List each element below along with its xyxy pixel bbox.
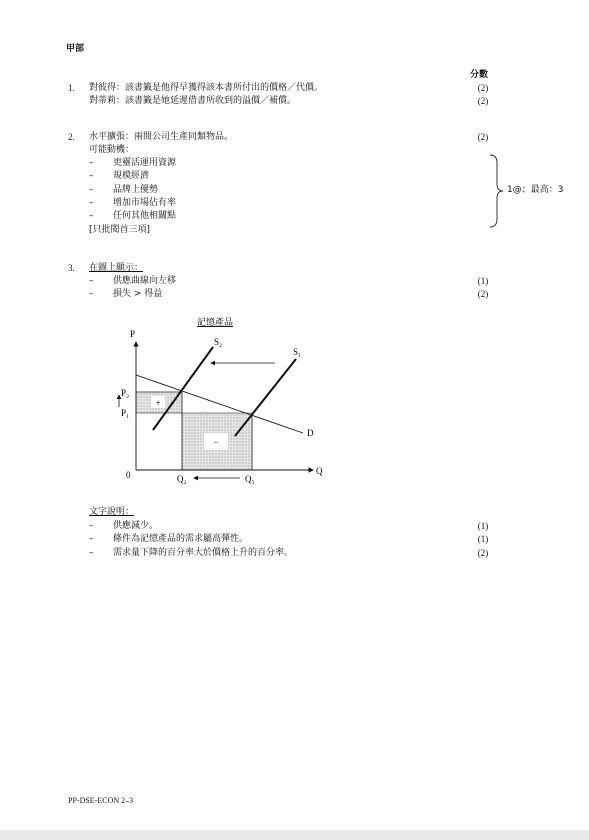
diagram-title: 記憶產品	[196, 318, 234, 328]
q3-item: 供應曲線向左移	[113, 276, 177, 286]
motive-dash: –	[89, 171, 94, 181]
q2-brace-mark: 1@；最高：3	[507, 185, 564, 195]
q3-number: 3.	[68, 263, 75, 273]
supply-s1-label: S₁	[293, 347, 302, 357]
q3-dash: –	[89, 276, 94, 286]
motive-dash: –	[89, 185, 94, 195]
explain-mark: (2)	[477, 548, 489, 558]
viewer-bottom-strip	[0, 830, 589, 840]
explain-dash: –	[89, 521, 94, 531]
demand-label: D	[307, 428, 314, 438]
page-footer: PP-DSE-ECON 2–3	[68, 796, 134, 805]
q2-label: Q₂	[177, 474, 187, 484]
x-axis-label: Q	[316, 466, 323, 476]
q1-number: 1.	[68, 83, 75, 93]
motive-dash: –	[89, 198, 94, 208]
motive-item: 規模經濟	[113, 171, 150, 181]
explain-heading: 文字說明：	[89, 507, 135, 517]
motive-item: 品牌上優勢	[113, 185, 159, 195]
gain-label: +	[155, 398, 161, 408]
p2-label: P₂	[121, 388, 130, 398]
q1-mark-1: (2)	[477, 83, 489, 93]
motive-item: 增加市場佔有率	[113, 198, 177, 208]
motive-item: 任何其他相關點	[113, 211, 177, 221]
q2-mark-1: (2)	[477, 132, 489, 142]
y-axis-label: P	[130, 329, 136, 339]
q3-heading: 在圖上顯示：	[89, 263, 144, 273]
q2-note: [只批閱首三項]	[89, 225, 151, 235]
q2-motives-label: 可能動機：	[89, 145, 135, 155]
explain-item: 條件為記憶產品的需求屬高彈性。	[113, 534, 249, 544]
explain-mark: (1)	[477, 534, 489, 544]
explain-mark: (1)	[477, 521, 489, 531]
explain-dash: –	[89, 534, 94, 544]
q2-number: 2.	[68, 132, 75, 142]
q2-line-1: 水平擴張：兩間公司生產同類物品。	[89, 132, 234, 142]
p1-label: P₁	[121, 408, 130, 418]
q1-line-2: 對蒂莉：該書籤是她延遲借書所收到的溢價／補償。	[89, 96, 297, 106]
q3-dash: –	[89, 289, 94, 299]
section-title: 甲部	[66, 44, 85, 54]
motive-dash: –	[89, 158, 94, 168]
supply-s2-label: S₂	[214, 337, 223, 347]
q3-item-mark: (2)	[477, 289, 489, 299]
explain-dash: –	[89, 548, 94, 558]
motive-item: 更靈活運用資源	[113, 158, 177, 168]
origin-label: 0	[126, 470, 131, 480]
loss-label: −	[213, 437, 219, 447]
explain-item: 供應減少。	[113, 521, 159, 531]
q1-line-1: 對彼得：該書籤是他得早獲得該本書所付出的價格／代價。	[89, 83, 324, 93]
q1-label: Q₁	[245, 474, 255, 484]
q3-item-mark: (1)	[477, 276, 489, 286]
q3-item: 損失 > 得益	[113, 289, 163, 299]
right-brace-icon	[488, 154, 504, 228]
q1-mark-2: (2)	[477, 96, 489, 106]
supply-demand-diagram	[110, 312, 340, 492]
explain-item: 需求量下降的百分率大於價格上升的百分率。	[113, 548, 294, 558]
motive-dash: –	[89, 211, 94, 221]
marks-header: 分數	[470, 70, 489, 80]
supply-curve-s1	[235, 359, 296, 436]
